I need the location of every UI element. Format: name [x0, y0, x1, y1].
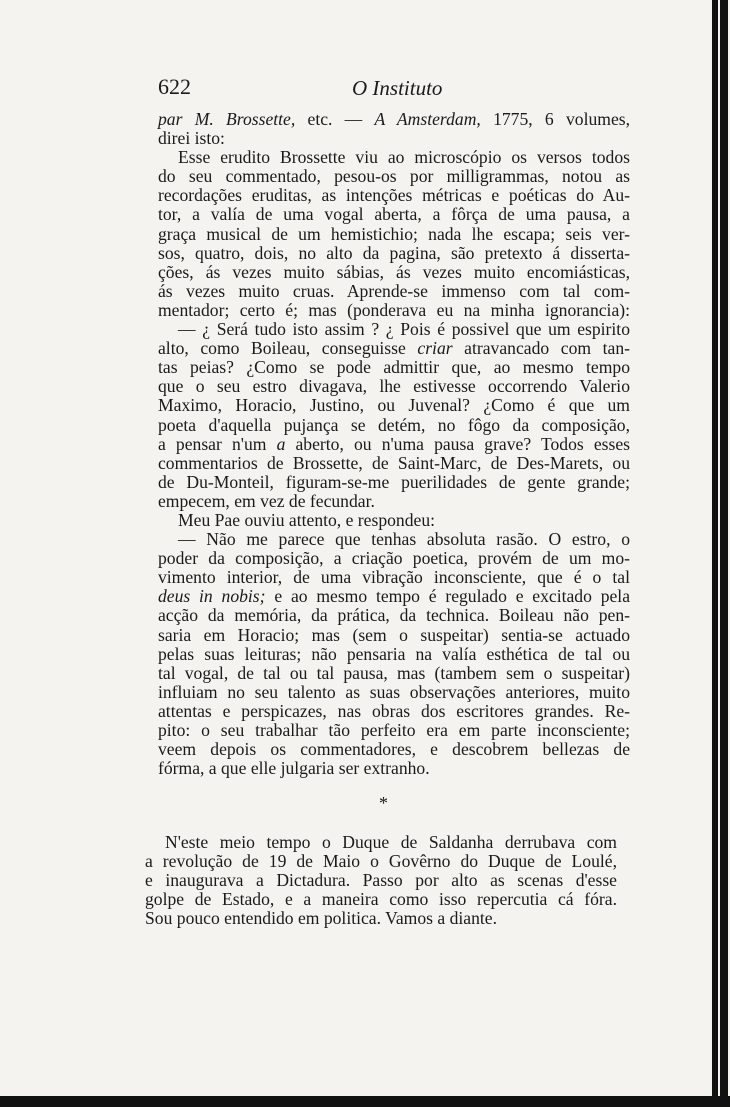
text-line: ções, ás vezes muito sábias, ás vezes muito encomiásticas,	[158, 261, 630, 282]
text-line: pito: o seu trabalhar tão perfeito era em parte inconsciente;	[158, 720, 630, 740]
text-line: tas peias? ¿Como se pode admittir que, ao mesmo tempo	[158, 357, 630, 378]
line-part: atravancado com tan-	[452, 338, 630, 359]
page-number: 622	[158, 74, 191, 99]
text-line: influiam no seu talento as suas observações anteriores, muito	[158, 681, 630, 702]
text-line: pelas suas leituras; não pensaria na valía esthética de tal ou	[158, 643, 630, 664]
text-line	[158, 587, 630, 606]
text-line: — Não me parece que tenhas absoluta rasão. O estro, o	[178, 529, 630, 550]
text-line: tor, a valía de uma vogal aberta, a fôrça de uma pausa, a	[158, 204, 630, 225]
text-line: tal vogal, de tal ou tal pausa, mas (tambem sem o suspeitar)	[158, 662, 630, 683]
text-line: attentas e perspicazes, nas obras dos escritores grandes. Re-	[158, 700, 630, 721]
text-line	[158, 339, 630, 358]
text-line: fórma, a que elle julgaria ser extranho.	[158, 758, 430, 779]
text-line: direi isto:	[158, 128, 225, 149]
cite-etc: etc. —	[295, 109, 375, 129]
text-line: que o seu estro divagava, lhe estivesse occorrendo Valerio	[158, 376, 630, 397]
text-line: vimento interior, de uma vibração inconsciente, que é o tal	[158, 567, 630, 588]
text-line: mentador; certo é; mas (ponderava eu na minha ignorancia):	[158, 299, 630, 320]
closing-paragraph	[145, 833, 617, 928]
text-line: veem depois os commentadores, e descobrem bellezas de	[158, 739, 630, 760]
text-line: Esse erudito Brossette viu ao microscópio os versos todos	[178, 147, 630, 168]
line-part: aberto, ou n'uma pausa grave? Todos esses	[285, 433, 630, 454]
text-line: Sou pouco entendido em politica. Vamos a diante.	[145, 908, 497, 929]
text-line: sos, quatro, dois, no alto da pagina, são pretexto á disserta-	[158, 242, 630, 263]
text-line: N'este meio tempo o Duque de Saldanha derrubava com	[165, 832, 617, 852]
text-line: a revolução de 19 de Maio o Govêrno do Duque de Loulé,	[145, 851, 617, 872]
line-part: e ao mesmo tempo é regulado e excitado pela	[265, 586, 631, 607]
cite-year: 1775, 6 volumes,	[480, 109, 630, 129]
text-line: de Du-Monteil, figuram-se-me puerilidades de gente grande;	[158, 471, 630, 492]
scan-border-bottom	[0, 1096, 730, 1107]
text-line: Maximo, Horacio, Justino, ou Juvenal? ¿Como é que um	[158, 395, 630, 416]
text-line: Meu Pae ouviu attento, e respondeu:	[178, 509, 435, 530]
emphasis-deus-in-nobis: deus in nobis;	[158, 586, 266, 607]
text-line: poeta d'aquella pujança se detém, no fôgo da composição,	[158, 414, 630, 435]
text-line: — ¿ Será tudo isto assim ? ¿ Pois é possivel que um espirito	[178, 319, 630, 340]
text-line: acção da memória, da prática, da technica. Boileau não pen-	[158, 605, 630, 626]
cite-author: par M. Brossette,	[158, 109, 296, 129]
text-line: golpe de Estado, e a maneira como isso repercutia cá fóra.	[145, 889, 617, 910]
text-line: commentarios de Brossette, de Saint-Marc, de Des-Marets, ou	[158, 452, 630, 473]
emphasis-vowel: a	[276, 433, 286, 454]
text-line	[158, 435, 630, 454]
scan-border-gap	[718, 0, 720, 1107]
emphasis-criar: criar	[417, 338, 453, 359]
text-line: e inaugurava a Dictadura. Passo por alto as scenas d'esse	[145, 870, 617, 891]
text-line: recordações eruditas, as intenções métricas e poéticas do Au-	[158, 185, 630, 206]
text-line	[158, 110, 630, 129]
text-line: do seu commentado, pesou-os por milligrammas, notou as	[158, 166, 630, 187]
text-line: ás vezes muito cruas. Aprende-se immenso com tal com-	[158, 280, 630, 301]
text-line: poder da composição, a criação poetica, provém de um mo-	[158, 548, 630, 569]
body-text	[158, 110, 630, 778]
running-title: O Instituto	[352, 76, 443, 100]
section-separator: *	[379, 793, 388, 813]
text-line: graça musical de um hemistichio; nada lhe escapa; seis ver-	[158, 223, 630, 244]
line-part: a pensar n'um	[158, 433, 277, 454]
line-part: alto, como Boileau, conseguisse	[158, 338, 418, 359]
cite-place: A Amsterdam,	[374, 109, 481, 129]
text-line: empecem, em vez de fecundar.	[158, 490, 375, 511]
scan-border-right	[712, 0, 728, 1107]
text-line: saria em Horacio; mas (sem o suspeitar) sentia-se actuado	[158, 624, 630, 645]
